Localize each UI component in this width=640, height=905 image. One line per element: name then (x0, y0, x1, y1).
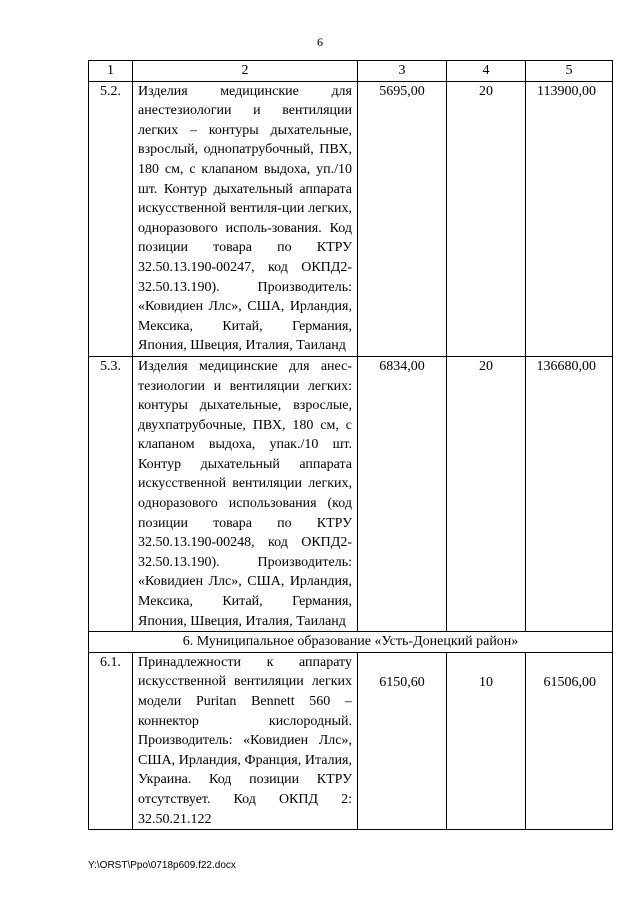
item-quantity: 10 (447, 652, 526, 829)
row-number: 5.2. (89, 81, 133, 356)
header-cell-1: 1 (89, 61, 133, 82)
item-price: 6834,00 (358, 356, 447, 631)
table-row (89, 652, 613, 829)
section-header-row (89, 632, 613, 653)
item-quantity: 20 (447, 356, 526, 631)
page-number: 6 (317, 35, 323, 49)
row-number: 6.1. (89, 652, 133, 829)
item-description: Изделия медицинские для анестезиологии и вентиляции легких – контуры дыхательные, взрослый, однопатрубочный, ПВХ, 180 см, с клапаном выдоха, уп./10 шт. Контур дыхательный аппарата искусственной вентиля-ции легких, одноразового исполь-зования. Код позиции товара по КТРУ 32.50.13.190-00247, код ОКПД2-32.50.13.190). Производитель: «Ковидиен Ллс», США, Ирландия, Мексика, Китай, Германия, Япония, Швеция, Италия, Таиланд (133, 81, 358, 356)
header-cell-5: 5 (526, 61, 613, 82)
table-row (89, 356, 613, 631)
header-cell-3: 3 (358, 61, 447, 82)
section-title: 6. Муниципальное образование «Усть-Донецкий район» (89, 632, 613, 653)
item-description: Изделия медицинские для анес-тезиологии и вентиляции легких: контуры дыхательные, взрослые, двухпатрубочные, ПВХ, 180 см, с клапаном выдоха, упак./10 шт. Контур дыхательный аппарата искусственной вентиляции легких, одноразового использования (код позиции товара по КТРУ 32.50.13.190-00248, код ОКПД2-32.50.13.190). Производитель: «Ковидиен Ллс», США, Ирландия, Мексика, Китай, Германия, Япония, Швеция, Италия, Таиланд (133, 356, 358, 631)
header-cell-2: 2 (133, 61, 358, 82)
item-price: 6150,60 (358, 652, 447, 829)
item-sum: 136680,00 (526, 356, 613, 631)
item-sum: 61506,00 (526, 652, 613, 829)
item-description: Принадлежности к аппарату искусственной вентиляции легких модели Puritan Bennett 560 – коннектор кислородный. Производитель: «Ковидиен Ллс», США, Ирландия, Франция, Италия, Украина. Код позиции КТРУ отсутствует. Код ОКПД 2: 32.50.21.122 (133, 652, 358, 829)
item-quantity: 20 (447, 81, 526, 356)
table-header-row (89, 61, 613, 82)
item-sum: 113900,00 (526, 81, 613, 356)
header-cell-4: 4 (447, 61, 526, 82)
row-number: 5.3. (89, 356, 133, 631)
file-path-footer: Y:\ORST\Ppo\0718p609.f22.docx (88, 860, 236, 871)
specification-table (88, 60, 613, 830)
table-row (89, 81, 613, 356)
item-price: 5695,00 (358, 81, 447, 356)
